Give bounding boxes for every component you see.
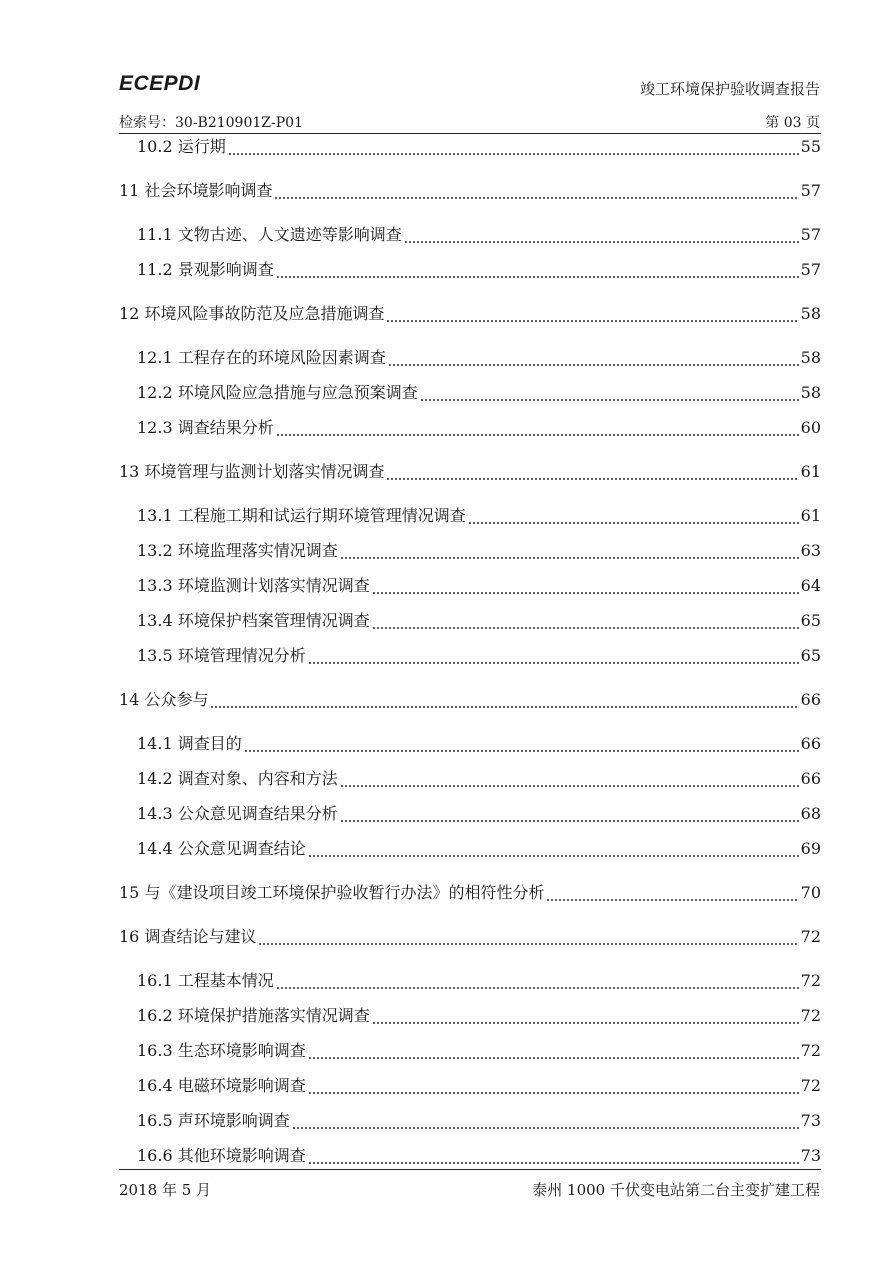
toc-entry-page: 72 [800, 927, 821, 946]
toc-section-entry[interactable] [119, 1109, 821, 1133]
toc-entry-page: 57 [800, 225, 821, 244]
toc-leader-dots [546, 881, 798, 905]
toc-leader-dots [340, 767, 799, 791]
toc-chapter-entry[interactable] [119, 460, 821, 484]
toc-entry-title: 13.2 环境监理落实情况调查 [137, 541, 338, 560]
toc-entry-title: 12.1 工程存在的环境风险因素调查 [137, 348, 386, 367]
toc-leader-dots [372, 609, 799, 633]
header-divider [119, 133, 821, 134]
toc-section-entry[interactable] [119, 1074, 821, 1098]
toc-entry-title: 13.4 环境保护档案管理情况调查 [137, 611, 370, 630]
toc-entry-title: 12 环境风险事故防范及应急措施调查 [119, 304, 385, 323]
toc-section-entry[interactable] [119, 609, 821, 633]
toc-entry-page: 61 [800, 462, 821, 481]
page-number: 第 03 页 [765, 115, 820, 131]
toc-entry-page: 72 [800, 1076, 821, 1095]
toc-entry-page: 66 [800, 690, 821, 709]
toc-section-entry[interactable] [119, 1039, 821, 1063]
toc-leader-dots [308, 837, 799, 861]
toc-leader-dots [228, 135, 799, 159]
toc-leader-dots [420, 381, 799, 405]
toc-entry-page: 69 [800, 839, 821, 858]
toc-leader-dots [276, 416, 799, 440]
toc-section-entry[interactable] [119, 1144, 821, 1168]
toc-leader-dots [468, 504, 799, 528]
toc-entry-page: 72 [800, 971, 821, 990]
toc-entry-page: 58 [800, 348, 821, 367]
toc-entry-page: 64 [800, 576, 821, 595]
toc-entry-page: 66 [800, 734, 821, 753]
toc-section-entry[interactable] [119, 732, 821, 756]
toc-entry-page: 68 [800, 804, 821, 823]
toc-leader-dots [308, 1144, 799, 1168]
footer-divider [119, 1169, 821, 1170]
toc-entry-page: 57 [800, 260, 821, 279]
toc-entry-page: 60 [800, 418, 821, 437]
toc-entry-title: 16.2 环境保护措施落实情况调查 [137, 1006, 370, 1025]
toc-leader-dots [372, 574, 799, 598]
toc-entry-title: 10.2 运行期 [137, 137, 226, 156]
toc-entry-title: 14.4 公众意见调查结论 [137, 839, 306, 858]
company-logo: ECEPDI [119, 72, 201, 95]
toc-leader-dots [308, 1074, 799, 1098]
footer-project-name: 泰州 1000 千伏变电站第二台主变扩建工程 [532, 1181, 820, 1199]
toc-leader-dots [308, 644, 799, 668]
toc-leader-dots [210, 688, 798, 712]
toc-leader-dots [308, 1039, 799, 1063]
toc-section-entry[interactable] [119, 802, 821, 826]
toc-entry-title: 14.2 调查对象、内容和方法 [137, 769, 338, 788]
toc-entry-page: 70 [800, 883, 821, 902]
toc-entry-page: 57 [800, 181, 821, 200]
toc-section-entry[interactable] [119, 346, 821, 370]
toc-section-entry[interactable] [119, 767, 821, 791]
toc-entry-page: 58 [800, 304, 821, 323]
toc-entry-title: 16 调查结论与建议 [119, 927, 257, 946]
toc-section-entry[interactable] [119, 969, 821, 993]
toc-entry-title: 13.3 环境监测计划落实情况调查 [137, 576, 370, 595]
toc-entry-title: 16.4 电磁环境影响调查 [137, 1076, 306, 1095]
report-title: 竣工环境保护验收调查报告 [639, 80, 820, 98]
toc-leader-dots [292, 1109, 799, 1133]
toc-section-entry[interactable] [119, 135, 821, 159]
toc-entry-title: 11.1 文物古迹、人文遗迹等影响调查 [137, 225, 402, 244]
toc-leader-dots [386, 302, 798, 326]
toc-entry-title: 11 社会环境影响调查 [119, 181, 273, 200]
toc-entry-page: 73 [800, 1111, 821, 1130]
toc-entry-title: 14.3 公众意见调查结果分析 [137, 804, 338, 823]
toc-section-entry[interactable] [119, 539, 821, 563]
toc-entry-title: 16.5 声环境影响调查 [137, 1111, 290, 1130]
toc-leader-dots [386, 460, 798, 484]
toc-entry-page: 65 [800, 611, 821, 630]
toc-entry-title: 16.3 生态环境影响调查 [137, 1041, 306, 1060]
toc-entry-page: 55 [800, 137, 821, 156]
index-number: 检索号：30-B210901Z-P01 [119, 115, 303, 131]
toc-entry-title: 13 环境管理与监测计划落实情况调查 [119, 462, 385, 481]
toc-chapter-entry[interactable] [119, 302, 821, 326]
toc-entry-title: 16.6 其他环境影响调查 [137, 1146, 306, 1165]
toc-leader-dots [274, 179, 798, 203]
toc-leader-dots [276, 258, 799, 282]
toc-entry-page: 65 [800, 646, 821, 665]
toc-section-entry[interactable] [119, 416, 821, 440]
toc-leader-dots [404, 223, 799, 247]
toc-entry-page: 58 [800, 383, 821, 402]
toc-leader-dots [340, 539, 799, 563]
toc-section-entry[interactable] [119, 837, 821, 861]
toc-section-entry[interactable] [119, 574, 821, 598]
toc-section-entry[interactable] [119, 258, 821, 282]
toc-chapter-entry[interactable] [119, 881, 821, 905]
toc-entry-title: 12.3 调查结果分析 [137, 418, 274, 437]
toc-section-entry[interactable] [119, 504, 821, 528]
toc-entry-title: 16.1 工程基本情况 [137, 971, 274, 990]
toc-entry-page: 72 [800, 1041, 821, 1060]
toc-entry-page: 66 [800, 769, 821, 788]
toc-section-entry[interactable] [119, 1004, 821, 1028]
toc-chapter-entry[interactable] [119, 925, 821, 949]
toc-section-entry[interactable] [119, 644, 821, 668]
toc-entry-title: 13.5 环境管理情况分析 [137, 646, 306, 665]
footer-date: 2018 年 5 月 [119, 1181, 212, 1199]
toc-leader-dots [276, 969, 799, 993]
toc-entry-page: 73 [800, 1146, 821, 1165]
toc-leader-dots [372, 1004, 799, 1028]
toc-entry-title: 13.1 工程施工期和试运行期环境管理情况调查 [137, 506, 466, 525]
toc-leader-dots [340, 802, 799, 826]
toc-entry-page: 63 [800, 541, 821, 560]
toc-entry-title: 11.2 景观影响调查 [137, 260, 274, 279]
toc-entry-page: 72 [800, 1006, 821, 1025]
toc-leader-dots [388, 346, 799, 370]
toc-chapter-entry[interactable] [119, 688, 821, 712]
toc-leader-dots [258, 925, 798, 949]
toc-entry-title: 12.2 环境风险应急措施与应急预案调查 [137, 383, 418, 402]
toc-entry-title: 14.1 调查目的 [137, 734, 242, 753]
toc-entry-title: 15 与《建设项目竣工环境保护验收暂行办法》的相符性分析 [119, 883, 545, 902]
toc-section-entry[interactable] [119, 223, 821, 247]
toc-entry-page: 61 [800, 506, 821, 525]
toc-section-entry[interactable] [119, 381, 821, 405]
toc-entry-title: 14 公众参与 [119, 690, 209, 709]
toc-chapter-entry[interactable] [119, 179, 821, 203]
toc-leader-dots [244, 732, 799, 756]
